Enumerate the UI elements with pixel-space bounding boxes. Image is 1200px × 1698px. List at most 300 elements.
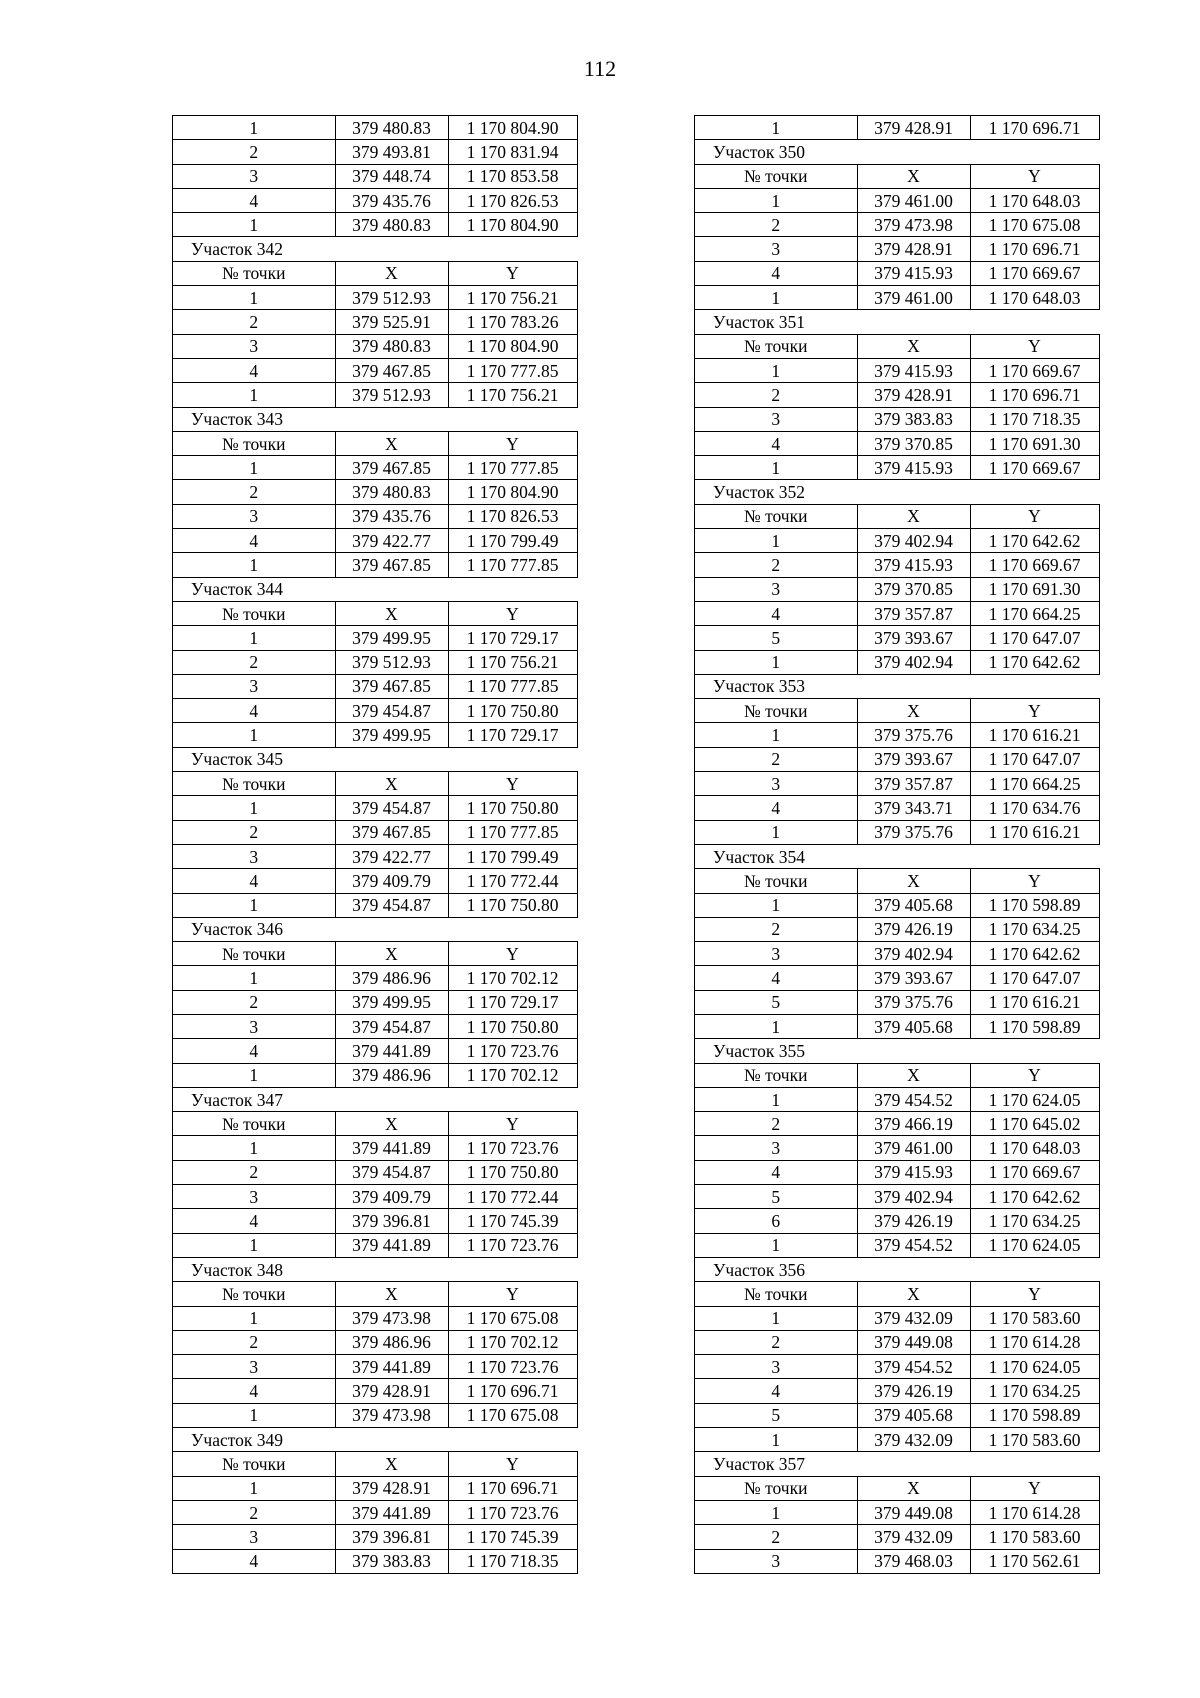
section-title-row xyxy=(695,140,1100,164)
x-coordinate-cell: 379 467.85 xyxy=(335,820,448,844)
x-coordinate-cell: 379 383.83 xyxy=(857,407,970,431)
y-coordinate-cell: 1 170 642.62 xyxy=(970,529,1099,553)
header-x: X xyxy=(335,1112,448,1136)
y-coordinate-cell: 1 170 756.21 xyxy=(448,286,577,310)
x-coordinate-cell: 379 375.76 xyxy=(857,990,970,1014)
y-coordinate-cell: 1 170 826.53 xyxy=(448,188,577,212)
section-spacer xyxy=(448,407,577,431)
point-number-cell: 4 xyxy=(173,1209,336,1233)
coordinate-row xyxy=(695,1525,1100,1549)
x-coordinate-cell: 379 432.09 xyxy=(857,1306,970,1330)
section-spacer xyxy=(857,1257,970,1281)
y-coordinate-cell: 1 170 702.12 xyxy=(448,1330,577,1354)
x-coordinate-cell: 379 454.87 xyxy=(335,796,448,820)
section-spacer xyxy=(857,674,970,698)
x-coordinate-cell: 379 393.67 xyxy=(857,626,970,650)
y-coordinate-cell: 1 170 675.08 xyxy=(970,213,1099,237)
x-coordinate-cell: 379 415.93 xyxy=(857,456,970,480)
section-spacer xyxy=(448,1428,577,1452)
coordinate-row xyxy=(695,286,1100,310)
point-number-cell: 1 xyxy=(173,1136,336,1160)
section-spacer xyxy=(857,1452,970,1476)
y-coordinate-cell: 1 170 799.49 xyxy=(448,844,577,868)
header-point-number: № точки xyxy=(173,772,336,796)
section-spacer xyxy=(857,310,970,334)
y-coordinate-cell: 1 170 831.94 xyxy=(448,140,577,164)
column-header-row xyxy=(173,772,578,796)
header-x: X xyxy=(335,1282,448,1306)
point-number-cell: 4 xyxy=(695,796,858,820)
x-coordinate-cell: 379 393.67 xyxy=(857,747,970,771)
y-coordinate-cell: 1 170 756.21 xyxy=(448,383,577,407)
point-number-cell: 3 xyxy=(173,1525,336,1549)
x-coordinate-cell: 379 428.91 xyxy=(857,116,970,140)
point-number-cell: 3 xyxy=(173,1355,336,1379)
section-title-row xyxy=(173,1257,578,1281)
coordinate-row xyxy=(695,456,1100,480)
y-coordinate-cell: 1 170 664.25 xyxy=(970,772,1099,796)
x-coordinate-cell: 379 375.76 xyxy=(857,723,970,747)
section-title-row xyxy=(173,1428,578,1452)
coordinate-row xyxy=(173,1476,578,1500)
coordinate-row xyxy=(695,1136,1100,1160)
x-coordinate-cell: 379 415.93 xyxy=(857,1160,970,1184)
x-coordinate-cell: 379 486.96 xyxy=(335,1063,448,1087)
x-coordinate-cell: 379 432.09 xyxy=(857,1428,970,1452)
coordinate-row xyxy=(173,626,578,650)
section-spacer xyxy=(448,747,577,771)
section-spacer xyxy=(335,1257,448,1281)
x-coordinate-cell: 379 467.85 xyxy=(335,553,448,577)
y-coordinate-cell: 1 170 729.17 xyxy=(448,723,577,747)
point-number-cell: 2 xyxy=(173,820,336,844)
y-coordinate-cell: 1 170 616.21 xyxy=(970,723,1099,747)
x-coordinate-cell: 379 473.98 xyxy=(335,1403,448,1427)
x-coordinate-cell: 379 480.83 xyxy=(335,213,448,237)
coordinate-row xyxy=(695,1306,1100,1330)
coordinate-row xyxy=(695,116,1100,140)
point-number-cell: 1 xyxy=(695,1087,858,1111)
point-number-cell: 4 xyxy=(695,431,858,455)
point-number-cell: 1 xyxy=(173,553,336,577)
section-title: Участок 350 xyxy=(695,140,858,164)
coordinates-table-left xyxy=(172,115,578,1574)
coordinate-row xyxy=(173,383,578,407)
section-spacer xyxy=(970,310,1099,334)
header-x: X xyxy=(335,431,448,455)
x-coordinate-cell: 379 370.85 xyxy=(857,577,970,601)
column-header-row xyxy=(173,261,578,285)
x-coordinate-cell: 379 441.89 xyxy=(335,1136,448,1160)
point-number-cell: 2 xyxy=(695,1330,858,1354)
coordinate-row xyxy=(173,699,578,723)
x-coordinate-cell: 379 461.00 xyxy=(857,286,970,310)
y-coordinate-cell: 1 170 642.62 xyxy=(970,1185,1099,1209)
section-spacer xyxy=(970,674,1099,698)
point-number-cell: 1 xyxy=(173,383,336,407)
coordinate-row xyxy=(695,966,1100,990)
y-coordinate-cell: 1 170 696.71 xyxy=(448,1379,577,1403)
coordinate-row xyxy=(173,1379,578,1403)
y-coordinate-cell: 1 170 598.89 xyxy=(970,893,1099,917)
coordinate-row xyxy=(695,237,1100,261)
coordinate-row xyxy=(173,650,578,674)
header-y: Y xyxy=(448,601,577,625)
y-coordinate-cell: 1 170 750.80 xyxy=(448,1160,577,1184)
section-title-row xyxy=(173,917,578,941)
section-spacer xyxy=(970,140,1099,164)
y-coordinate-cell: 1 170 745.39 xyxy=(448,1525,577,1549)
column-header-row xyxy=(173,1452,578,1476)
y-coordinate-cell: 1 170 691.30 xyxy=(970,431,1099,455)
coordinate-row xyxy=(173,1355,578,1379)
y-coordinate-cell: 1 170 647.07 xyxy=(970,626,1099,650)
x-coordinate-cell: 379 428.91 xyxy=(335,1476,448,1500)
point-number-cell: 3 xyxy=(695,1549,858,1573)
section-spacer xyxy=(448,237,577,261)
header-point-number: № точки xyxy=(173,942,336,966)
coordinate-row xyxy=(695,772,1100,796)
y-coordinate-cell: 1 170 669.67 xyxy=(970,456,1099,480)
x-coordinate-cell: 379 468.03 xyxy=(857,1549,970,1573)
point-number-cell: 4 xyxy=(695,601,858,625)
point-number-cell: 1 xyxy=(173,893,336,917)
y-coordinate-cell: 1 170 647.07 xyxy=(970,966,1099,990)
x-coordinate-cell: 379 466.19 xyxy=(857,1112,970,1136)
y-coordinate-cell: 1 170 616.21 xyxy=(970,820,1099,844)
y-coordinate-cell: 1 170 853.58 xyxy=(448,164,577,188)
section-spacer xyxy=(970,480,1099,504)
point-number-cell: 1 xyxy=(173,796,336,820)
y-coordinate-cell: 1 170 718.35 xyxy=(448,1549,577,1573)
y-coordinate-cell: 1 170 669.67 xyxy=(970,553,1099,577)
y-coordinate-cell: 1 170 799.49 xyxy=(448,529,577,553)
x-coordinate-cell: 379 512.93 xyxy=(335,286,448,310)
coordinate-row xyxy=(695,1233,1100,1257)
coordinate-row xyxy=(695,796,1100,820)
header-x: X xyxy=(857,504,970,528)
header-point-number: № точки xyxy=(173,1282,336,1306)
column-header-row xyxy=(173,942,578,966)
y-coordinate-cell: 1 170 614.28 xyxy=(970,1330,1099,1354)
section-spacer xyxy=(335,237,448,261)
coordinate-row xyxy=(173,869,578,893)
section-title: Участок 351 xyxy=(695,310,858,334)
section-title: Участок 343 xyxy=(173,407,336,431)
header-x: X xyxy=(335,261,448,285)
point-number-cell: 2 xyxy=(173,480,336,504)
section-spacer xyxy=(448,917,577,941)
y-coordinate-cell: 1 170 598.89 xyxy=(970,1403,1099,1427)
point-number-cell: 1 xyxy=(695,188,858,212)
header-point-number: № точки xyxy=(173,601,336,625)
section-title-row xyxy=(695,480,1100,504)
header-x: X xyxy=(857,869,970,893)
coordinate-row xyxy=(695,723,1100,747)
y-coordinate-cell: 1 170 804.90 xyxy=(448,213,577,237)
coordinate-row xyxy=(695,1428,1100,1452)
x-coordinate-cell: 379 512.93 xyxy=(335,383,448,407)
point-number-cell: 1 xyxy=(695,1500,858,1524)
y-coordinate-cell: 1 170 772.44 xyxy=(448,1185,577,1209)
x-coordinate-cell: 379 473.98 xyxy=(857,213,970,237)
x-coordinate-cell: 379 499.95 xyxy=(335,626,448,650)
coordinate-row xyxy=(173,553,578,577)
section-title-row xyxy=(173,407,578,431)
header-point-number: № точки xyxy=(695,334,858,358)
x-coordinate-cell: 379 426.19 xyxy=(857,917,970,941)
x-coordinate-cell: 379 370.85 xyxy=(857,431,970,455)
y-coordinate-cell: 1 170 648.03 xyxy=(970,188,1099,212)
header-x: X xyxy=(857,164,970,188)
coordinate-row xyxy=(173,1500,578,1524)
x-coordinate-cell: 379 441.89 xyxy=(335,1233,448,1257)
header-point-number: № точки xyxy=(173,1452,336,1476)
coordinate-row xyxy=(695,1403,1100,1427)
coordinate-row xyxy=(695,358,1100,382)
x-coordinate-cell: 379 415.93 xyxy=(857,261,970,285)
coordinate-row xyxy=(695,601,1100,625)
x-coordinate-cell: 379 449.08 xyxy=(857,1330,970,1354)
coordinate-row xyxy=(695,1330,1100,1354)
coordinate-row xyxy=(173,1209,578,1233)
coordinate-row xyxy=(173,1233,578,1257)
point-number-cell: 3 xyxy=(695,237,858,261)
point-number-cell: 2 xyxy=(695,383,858,407)
y-coordinate-cell: 1 170 718.35 xyxy=(970,407,1099,431)
x-coordinate-cell: 379 499.95 xyxy=(335,990,448,1014)
y-coordinate-cell: 1 170 750.80 xyxy=(448,893,577,917)
x-coordinate-cell: 379 467.85 xyxy=(335,456,448,480)
coordinate-row xyxy=(173,188,578,212)
point-number-cell: 2 xyxy=(695,917,858,941)
point-number-cell: 2 xyxy=(695,1525,858,1549)
point-number-cell: 4 xyxy=(695,1379,858,1403)
point-number-cell: 5 xyxy=(695,1403,858,1427)
point-number-cell: 4 xyxy=(695,1160,858,1184)
coordinate-row xyxy=(173,1039,578,1063)
section-title-row xyxy=(695,844,1100,868)
point-number-cell: 2 xyxy=(173,990,336,1014)
header-y: Y xyxy=(448,1452,577,1476)
y-coordinate-cell: 1 170 750.80 xyxy=(448,796,577,820)
coordinate-row xyxy=(695,650,1100,674)
point-number-cell: 3 xyxy=(173,674,336,698)
point-number-cell: 4 xyxy=(173,529,336,553)
coordinate-row xyxy=(173,820,578,844)
point-number-cell: 1 xyxy=(695,893,858,917)
y-coordinate-cell: 1 170 624.05 xyxy=(970,1087,1099,1111)
y-coordinate-cell: 1 170 598.89 xyxy=(970,1014,1099,1038)
coordinate-row xyxy=(173,990,578,1014)
y-coordinate-cell: 1 170 826.53 xyxy=(448,504,577,528)
y-coordinate-cell: 1 170 777.85 xyxy=(448,553,577,577)
y-coordinate-cell: 1 170 723.76 xyxy=(448,1355,577,1379)
point-number-cell: 2 xyxy=(695,747,858,771)
x-coordinate-cell: 379 480.83 xyxy=(335,116,448,140)
coordinate-row xyxy=(695,188,1100,212)
coordinate-row xyxy=(695,1112,1100,1136)
column-header-row xyxy=(695,334,1100,358)
coordinate-row xyxy=(695,213,1100,237)
x-coordinate-cell: 379 461.00 xyxy=(857,188,970,212)
point-number-cell: 2 xyxy=(173,140,336,164)
x-coordinate-cell: 379 432.09 xyxy=(857,1525,970,1549)
header-point-number: № точки xyxy=(695,164,858,188)
y-coordinate-cell: 1 170 642.62 xyxy=(970,942,1099,966)
section-spacer xyxy=(448,1257,577,1281)
header-point-number: № точки xyxy=(695,1476,858,1500)
coordinate-row xyxy=(173,893,578,917)
header-point-number: № точки xyxy=(173,1112,336,1136)
coordinate-row xyxy=(173,529,578,553)
y-coordinate-cell: 1 170 696.71 xyxy=(448,1476,577,1500)
y-coordinate-cell: 1 170 614.28 xyxy=(970,1500,1099,1524)
coordinate-row xyxy=(173,1549,578,1573)
point-number-cell: 1 xyxy=(695,650,858,674)
coordinate-row xyxy=(173,164,578,188)
y-coordinate-cell: 1 170 624.05 xyxy=(970,1355,1099,1379)
x-coordinate-cell: 379 525.91 xyxy=(335,310,448,334)
coordinate-row xyxy=(695,1185,1100,1209)
x-coordinate-cell: 379 454.52 xyxy=(857,1355,970,1379)
column-header-row xyxy=(173,1282,578,1306)
y-coordinate-cell: 1 170 750.80 xyxy=(448,1014,577,1038)
point-number-cell: 1 xyxy=(695,1306,858,1330)
y-coordinate-cell: 1 170 616.21 xyxy=(970,990,1099,1014)
x-coordinate-cell: 379 449.08 xyxy=(857,1500,970,1524)
y-coordinate-cell: 1 170 675.08 xyxy=(448,1306,577,1330)
column-header-row xyxy=(173,431,578,455)
y-coordinate-cell: 1 170 696.71 xyxy=(970,116,1099,140)
y-coordinate-cell: 1 170 756.21 xyxy=(448,650,577,674)
x-coordinate-cell: 379 405.68 xyxy=(857,1403,970,1427)
section-title: Участок 352 xyxy=(695,480,858,504)
y-coordinate-cell: 1 170 648.03 xyxy=(970,1136,1099,1160)
section-title-row xyxy=(173,747,578,771)
point-number-cell: 1 xyxy=(695,358,858,382)
y-coordinate-cell: 1 170 723.76 xyxy=(448,1500,577,1524)
x-coordinate-cell: 379 435.76 xyxy=(335,504,448,528)
x-coordinate-cell: 379 402.94 xyxy=(857,650,970,674)
point-number-cell: 2 xyxy=(173,1330,336,1354)
x-coordinate-cell: 379 448.74 xyxy=(335,164,448,188)
coordinate-row xyxy=(695,1355,1100,1379)
y-coordinate-cell: 1 170 648.03 xyxy=(970,286,1099,310)
section-title-row xyxy=(173,237,578,261)
point-number-cell: 4 xyxy=(695,261,858,285)
coordinate-row xyxy=(695,917,1100,941)
point-number-cell: 1 xyxy=(173,723,336,747)
header-y: Y xyxy=(970,334,1099,358)
header-point-number: № точки xyxy=(695,1282,858,1306)
x-coordinate-cell: 379 480.83 xyxy=(335,480,448,504)
header-point-number: № точки xyxy=(173,431,336,455)
coordinate-row xyxy=(173,1330,578,1354)
section-spacer xyxy=(970,844,1099,868)
point-number-cell: 1 xyxy=(173,456,336,480)
point-number-cell: 3 xyxy=(695,772,858,796)
x-coordinate-cell: 379 426.19 xyxy=(857,1209,970,1233)
point-number-cell: 1 xyxy=(173,1063,336,1087)
x-coordinate-cell: 379 480.83 xyxy=(335,334,448,358)
y-coordinate-cell: 1 170 696.71 xyxy=(970,383,1099,407)
x-coordinate-cell: 379 454.87 xyxy=(335,699,448,723)
x-coordinate-cell: 379 422.77 xyxy=(335,529,448,553)
point-number-cell: 5 xyxy=(695,1185,858,1209)
coordinate-row xyxy=(173,1014,578,1038)
point-number-cell: 2 xyxy=(695,1112,858,1136)
header-y: Y xyxy=(448,1282,577,1306)
y-coordinate-cell: 1 170 745.39 xyxy=(448,1209,577,1233)
section-spacer xyxy=(857,844,970,868)
y-coordinate-cell: 1 170 634.25 xyxy=(970,917,1099,941)
point-number-cell: 1 xyxy=(695,456,858,480)
column-header-row xyxy=(173,601,578,625)
x-coordinate-cell: 379 375.76 xyxy=(857,820,970,844)
coordinate-row xyxy=(695,942,1100,966)
x-coordinate-cell: 379 415.93 xyxy=(857,358,970,382)
coordinate-row xyxy=(695,383,1100,407)
x-coordinate-cell: 379 402.94 xyxy=(857,529,970,553)
coordinate-row xyxy=(173,480,578,504)
x-coordinate-cell: 379 454.87 xyxy=(335,1014,448,1038)
section-spacer xyxy=(448,577,577,601)
point-number-cell: 1 xyxy=(173,1233,336,1257)
header-x: X xyxy=(857,1063,970,1087)
header-x: X xyxy=(857,699,970,723)
x-coordinate-cell: 379 473.98 xyxy=(335,1306,448,1330)
point-number-cell: 1 xyxy=(173,213,336,237)
coordinate-row xyxy=(695,1160,1100,1184)
x-coordinate-cell: 379 499.95 xyxy=(335,723,448,747)
column-header-row xyxy=(695,1282,1100,1306)
x-coordinate-cell: 379 441.89 xyxy=(335,1039,448,1063)
x-coordinate-cell: 379 454.52 xyxy=(857,1233,970,1257)
coordinate-row xyxy=(695,1500,1100,1524)
header-y: Y xyxy=(970,699,1099,723)
x-coordinate-cell: 379 402.94 xyxy=(857,942,970,966)
y-coordinate-cell: 1 170 702.12 xyxy=(448,966,577,990)
header-y: Y xyxy=(970,504,1099,528)
coordinates-table-right xyxy=(694,115,1100,1574)
section-title-row xyxy=(695,1452,1100,1476)
y-coordinate-cell: 1 170 777.85 xyxy=(448,674,577,698)
x-coordinate-cell: 379 512.93 xyxy=(335,650,448,674)
point-number-cell: 2 xyxy=(173,1160,336,1184)
coordinate-row xyxy=(173,1185,578,1209)
section-spacer xyxy=(335,407,448,431)
point-number-cell: 4 xyxy=(173,1039,336,1063)
point-number-cell: 3 xyxy=(173,844,336,868)
coordinate-row xyxy=(173,140,578,164)
section-title-row xyxy=(173,1087,578,1111)
coordinate-row xyxy=(173,674,578,698)
coordinate-row xyxy=(695,747,1100,771)
y-coordinate-cell: 1 170 723.76 xyxy=(448,1039,577,1063)
point-number-cell: 4 xyxy=(173,188,336,212)
y-coordinate-cell: 1 170 562.61 xyxy=(970,1549,1099,1573)
section-title: Участок 348 xyxy=(173,1257,336,1281)
coordinate-row xyxy=(695,1209,1100,1233)
coordinate-row xyxy=(173,966,578,990)
point-number-cell: 1 xyxy=(173,286,336,310)
point-number-cell: 3 xyxy=(695,1355,858,1379)
point-number-cell: 3 xyxy=(173,164,336,188)
y-coordinate-cell: 1 170 642.62 xyxy=(970,650,1099,674)
point-number-cell: 5 xyxy=(695,626,858,650)
point-number-cell: 2 xyxy=(173,650,336,674)
